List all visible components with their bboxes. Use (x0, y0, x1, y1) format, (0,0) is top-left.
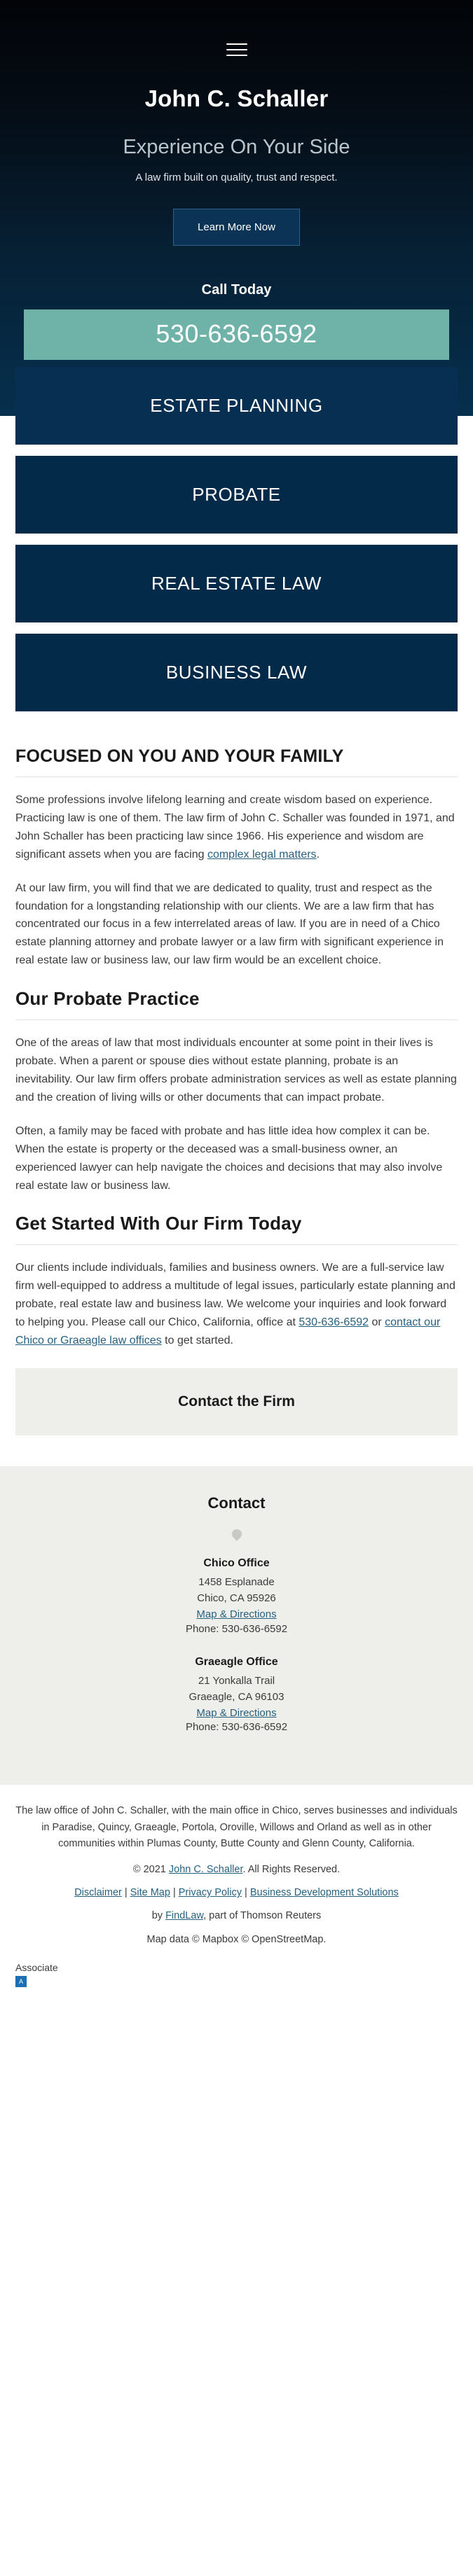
office-graeagle-phone[interactable]: Phone: 530-636-6592 (185, 1721, 288, 1734)
hero-phone-link[interactable]: 530-636-6592 (156, 319, 317, 348)
section-probate-paragraph-2: Often, a family may be faced with probate and has little idea how complex it can be. When the estate is property or the deceased was a small-business owner, an experienced lawyer can help navigate the choices and decisions that may also involve real estate law or business law. (15, 1125, 443, 1192)
section-title-focused: FOCUSED ON YOU AND YOUR FAMILY (15, 746, 458, 777)
office-chico-phone[interactable]: Phone: 530-636-6592 (185, 1622, 288, 1635)
legal-footer (0, 1785, 473, 1986)
map-pin-icon (230, 1527, 244, 1541)
copyright-prefix: © 2021 (132, 1864, 169, 1875)
focused-p1-text: Some professions involve lifelong learning and create wisdom based on experience. Practicing law is one of them. The law firm of John C. Schaller was founded in 1971, and John Schaller has been practicing law since 1966. His experience and wisdom are significant assets when you are facing complex legal matters. (15, 794, 455, 861)
section-focused-on-you (15, 746, 458, 970)
findlaw-prefix: by (151, 1910, 166, 1922)
legal-link-privacy-policy[interactable]: Privacy Policy (178, 1887, 242, 1899)
footer-contact-heading: Contact (207, 1494, 266, 1512)
legal-link-disclaimer[interactable]: Disclaimer (74, 1887, 122, 1899)
section-probate-practice (15, 988, 458, 1195)
sep-1: | (121, 1887, 130, 1899)
main-content (0, 723, 473, 1350)
section-focused-paragraph-1 (15, 791, 458, 864)
sep-3: | (242, 1887, 250, 1899)
legal-link-site-map[interactable]: Site Map (130, 1887, 170, 1899)
inline-link[interactable]: contact our Chico or Graeagle law offices (15, 1316, 441, 1347)
practice-areas-list (0, 367, 473, 711)
copyright-line (15, 1862, 458, 1878)
findlaw-suffix: , part of Thomson Reuters (203, 1910, 322, 1922)
footer-contact-section (0, 1466, 473, 1785)
office-graeagle-address-2: Graeagle, CA 96103 (188, 1690, 285, 1703)
inline-phone-link[interactable]: 530-636-6592 (299, 1316, 369, 1329)
office-graeagle (15, 1656, 458, 1734)
practice-area-real-estate-law[interactable]: REAL ESTATE LAW (15, 545, 458, 622)
sep-2: | (170, 1887, 179, 1899)
accessibility-badge-icon[interactable]: A (15, 1976, 27, 1987)
map-data-attribution: Map data © Mapbox © OpenStreetMap. (146, 1933, 327, 1945)
section-get-started (15, 1213, 458, 1350)
findlaw-attribution (15, 1908, 458, 1924)
hero-tagline: Experience On Your Side (123, 136, 350, 158)
section-get-started-paragraph-1: Our clients include individuals, families and business owners. We are a full-service law firm well-equipped to address a multitude of legal issues, particularly estate planning and probate, real estate law and business law. We welcome your inquiries and look forward to helping you. Please call our Chico, California, office at 530-636-6592 or contact our Chico or Graeagle law offices to get started. (15, 1262, 455, 1347)
firm-name: John C. Schaller (144, 85, 329, 111)
contact-the-firm-label: Contact the Firm (178, 1393, 295, 1409)
legal-disclaimer-text: The law office of John C. Schaller, with the main office in Chico, serves businesses and individuals in Paradise, Quincy, Graeagle, Portola, Oroville, Willows and Orland as well as in other communities within Plumas County, Butte County and Glenn County, California. (15, 1805, 458, 1849)
office-chico-address-1: 1458 Esplanade (198, 1575, 275, 1588)
page-bottom-spacer (0, 1987, 473, 2197)
contact-the-firm-button[interactable] (15, 1368, 458, 1435)
findlaw-link[interactable]: FindLaw (165, 1910, 204, 1922)
office-graeagle-address-1: 21 Yonkalla Trail (198, 1674, 275, 1687)
office-chico-map-link[interactable]: Map & Directions (196, 1608, 277, 1621)
inline-link[interactable]: complex legal matters (207, 848, 317, 861)
legal-links-row (15, 1885, 458, 1901)
section-title-probate: Our Probate Practice (15, 988, 458, 1020)
copyright-firm-link[interactable]: John C. Schaller (168, 1864, 243, 1875)
associate-label: Associate (15, 1961, 58, 1973)
practice-area-probate[interactable]: PROBATE (15, 456, 458, 534)
practice-area-business-law[interactable]: BUSINESS LAW (15, 634, 458, 711)
section-probate-paragraph-1: One of the areas of law that most individuals encounter at some point in their lives is probate. When a parent or spouse dies without estate planning, probate is an inevitability. Our law firm offers probate administration services as well as estate planning and the creation of living wills or other documents that can impact probate. (15, 1037, 457, 1103)
office-graeagle-map-link-wrap[interactable] (15, 1705, 458, 1721)
hero-section (0, 0, 473, 416)
section-title-get-started: Get Started With Our Firm Today (15, 1213, 458, 1245)
legal-link-business-development[interactable]: Business Development Solutions (249, 1887, 399, 1899)
practice-area-estate-planning[interactable]: ESTATE PLANNING (15, 367, 458, 445)
office-graeagle-name: Graeagle Office (195, 1655, 278, 1668)
copyright-suffix: . All Rights Reserved. (242, 1864, 341, 1875)
hamburger-menu-button[interactable] (0, 28, 473, 76)
learn-more-button[interactable]: Learn More Now (173, 209, 300, 246)
office-chico-address-2: Chico, CA 95926 (197, 1592, 276, 1605)
office-chico (15, 1557, 458, 1635)
section-focused-paragraph-2: At our law firm, you will find that we are dedicated to quality, trust and respect as the foundation for a longstanding relationship with our clients. We are a law firm that has concentrated our focus in a few interrelated areas of law. If you are in need of a Chico estate planning attorney and probate lawyer or a law firm with significant experience in real estate law or business law, our law firm would be an excellent choice. (15, 882, 444, 967)
office-graeagle-map-link[interactable]: Map & Directions (196, 1707, 277, 1720)
office-chico-map-link-wrap[interactable] (15, 1606, 458, 1622)
hero-sub-tagline: A law firm built on quality, trust and respect. (135, 172, 338, 183)
office-chico-name: Chico Office (203, 1557, 270, 1569)
hamburger-menu-icon (226, 39, 247, 60)
call-today-label: Call Today (201, 282, 272, 298)
hero-phone-band[interactable] (24, 309, 449, 360)
